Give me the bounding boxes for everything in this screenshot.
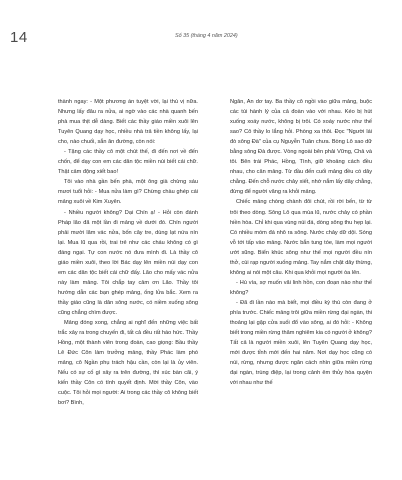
paragraph: thành ngay: - Một phương án tuyệt vời, lại thú vị nữa. Nhưng lấy đâu ra nửa, ai ngờ vào các nhà quanh bến phà mua thịt dễ dàng. Biết các thầy giáo miền xuôi lên Tuyên Quang dạy học, nhiều nhà trả tiền không lấy, lại cho, nào chuối, sắn ăn đường, còn nói: [58,99,198,146]
paragraph: - Hú vía, sợ muốn vãi linh hồn, con đoạn nào như thế không? [230,279,372,296]
paragraph: - Nhiều người không? Dại Chín ạ! - Hỏi còn đánh Pháp lão đã một lần đi mảng về dưới đó. Chín người phải mười lăm vác nửa, bốn cây tre, dùng lạt nứa nín lại. Mua lũ qua rồi, trai trẻ như các cháu không có gì đáng ngại. Tự con nước nó đưa mình đi. Là thầy cô giáo miền xuôi, theo lời Bác dạy lên miền núi dạy con em các dân tộc biết cái chữ đấy. Lão cho mấy vác nửa này làm mảng. Tôi chắp tay cảm ơn Lão. Thầy tôi hướng dẫn các bạn ghép mảng, ống lửa bắc. Xem ra thầy giáo cũng là dân sông nước, có niềm xuống sông cũng chẳng chìm được. [58,209,198,316]
left-text-column [58,97,198,408]
paragraph: - Đã đi lần nào mà biết, mọi điều kỳ thú còn đang ở phía trước. Chiếc mảng trôi giữa miền rừng đại ngàn, thi thoảng lại gặp cửa suối đổ vào sông, ai đó hỏi: - Không biết trong miền rừng thăm nghiêm kia có người ở không? Tất cả là người miền xuôi, lên Tuyên Quang dạy học, mới được tỉnh mới đến hai năm. Nơi dạy học cũng có núi, rừng, nhưng được ngăn cách nhìn giữa miền rừng đại ngàn, trùng điệp, lại trong cảnh êm thủy hòa quyện với nhau như thế [230,299,373,387]
paragraph: Tôi vào nhà gần bến phà, một ông già chừng sáu mươi tuổi hỏi: - Mua nửa làm gì? Chừng chàu ghép cái mảng xuôi về Kim Xuyên. [58,179,198,206]
right-text-column [230,97,372,388]
paragraph: Ngân, An dơ tay. Ba thầy cô ngồi vào giữa mảng, buộc các túi hành lý của cả đoàn vào với nhau. Kéo bị hút xuống xoáy nước, không bị trôi. Có xoáy nước như thế sao? Cô thầy lo lắng hỏi. Phòng xa thôi. Đọc "Người lái đò sông Đà" của cụ Nguyễn Tuân chưa. Bòng Lô sao dữ bằng sông Đà được. Vòng ngoài bên phải Vững, Chả và tôi. Bên trái Phác, Hồng, Tình, giữ khoảng cách đều nhau, cho cân mảng. Từ đầu đến cuối mảng đều có dây chằng. Đến chỗ nước chảy xiết, nhớ nắm lấy dây chằng, đừng để người văng ra khỏi mảng. [230,99,372,196]
paragraph: Mảng đóng xong, chẳng ai nghĩ đến những việc bất trắc xảy ra trong chuyến đi, tất cả đều rất háo hức. Thầy Hồng, một thành viên trong đoàn, cao giọng: Bầu thầy Lê Đức Côn làm trưởng mảng, thầy Phác làm phó mảng, cô Ngần phụ trách hậu cần, còn lại là ủy viên. Nếu có sự cố gì xảy ra trên đường, thì xúc bàn cãi, ý kiến thầy Côn có tính quyết định. Mời thầy Côn, vào cuộc. Tôi hỏi mọi người: Ai trong các thầy cô không biết bơi? Bình, [58,320,198,407]
paragraph: - Tặng các thầy cô một chút thế, đi đến nơi về đến chốn, để dạy con em các dân tộc miền núi biết cái chữ. Thật cảm động xiết bao! [58,149,198,176]
paragraph: Chiếc mảng chòng chành đôi chút, rồi rời bến, từ từ trôi theo dòng. Sông Lô qua mùa lũ, nước chảy có phần hiền hòa. Chỉ khi qua vùng núi đá, dòng sông thu hẹp lại. Có nhiều móm đá nhô ra sông. Nước chảy dữ dội. Sóng vỗ tới tấp vào mảng. Nước bắn tung tóe, làm mọi người ướt sũng. Biển khúc sông như thế mọi người đều nín thở, cùi rạp người xuống mảng. Tay nắm chặt dây thừng, không ai nói một câu. Khi qua khỏi mọi người òa lên. [230,199,372,276]
page-number: 14 [10,29,28,46]
issue-info: Số 35 (tháng 4 năm 2024) [175,33,238,39]
